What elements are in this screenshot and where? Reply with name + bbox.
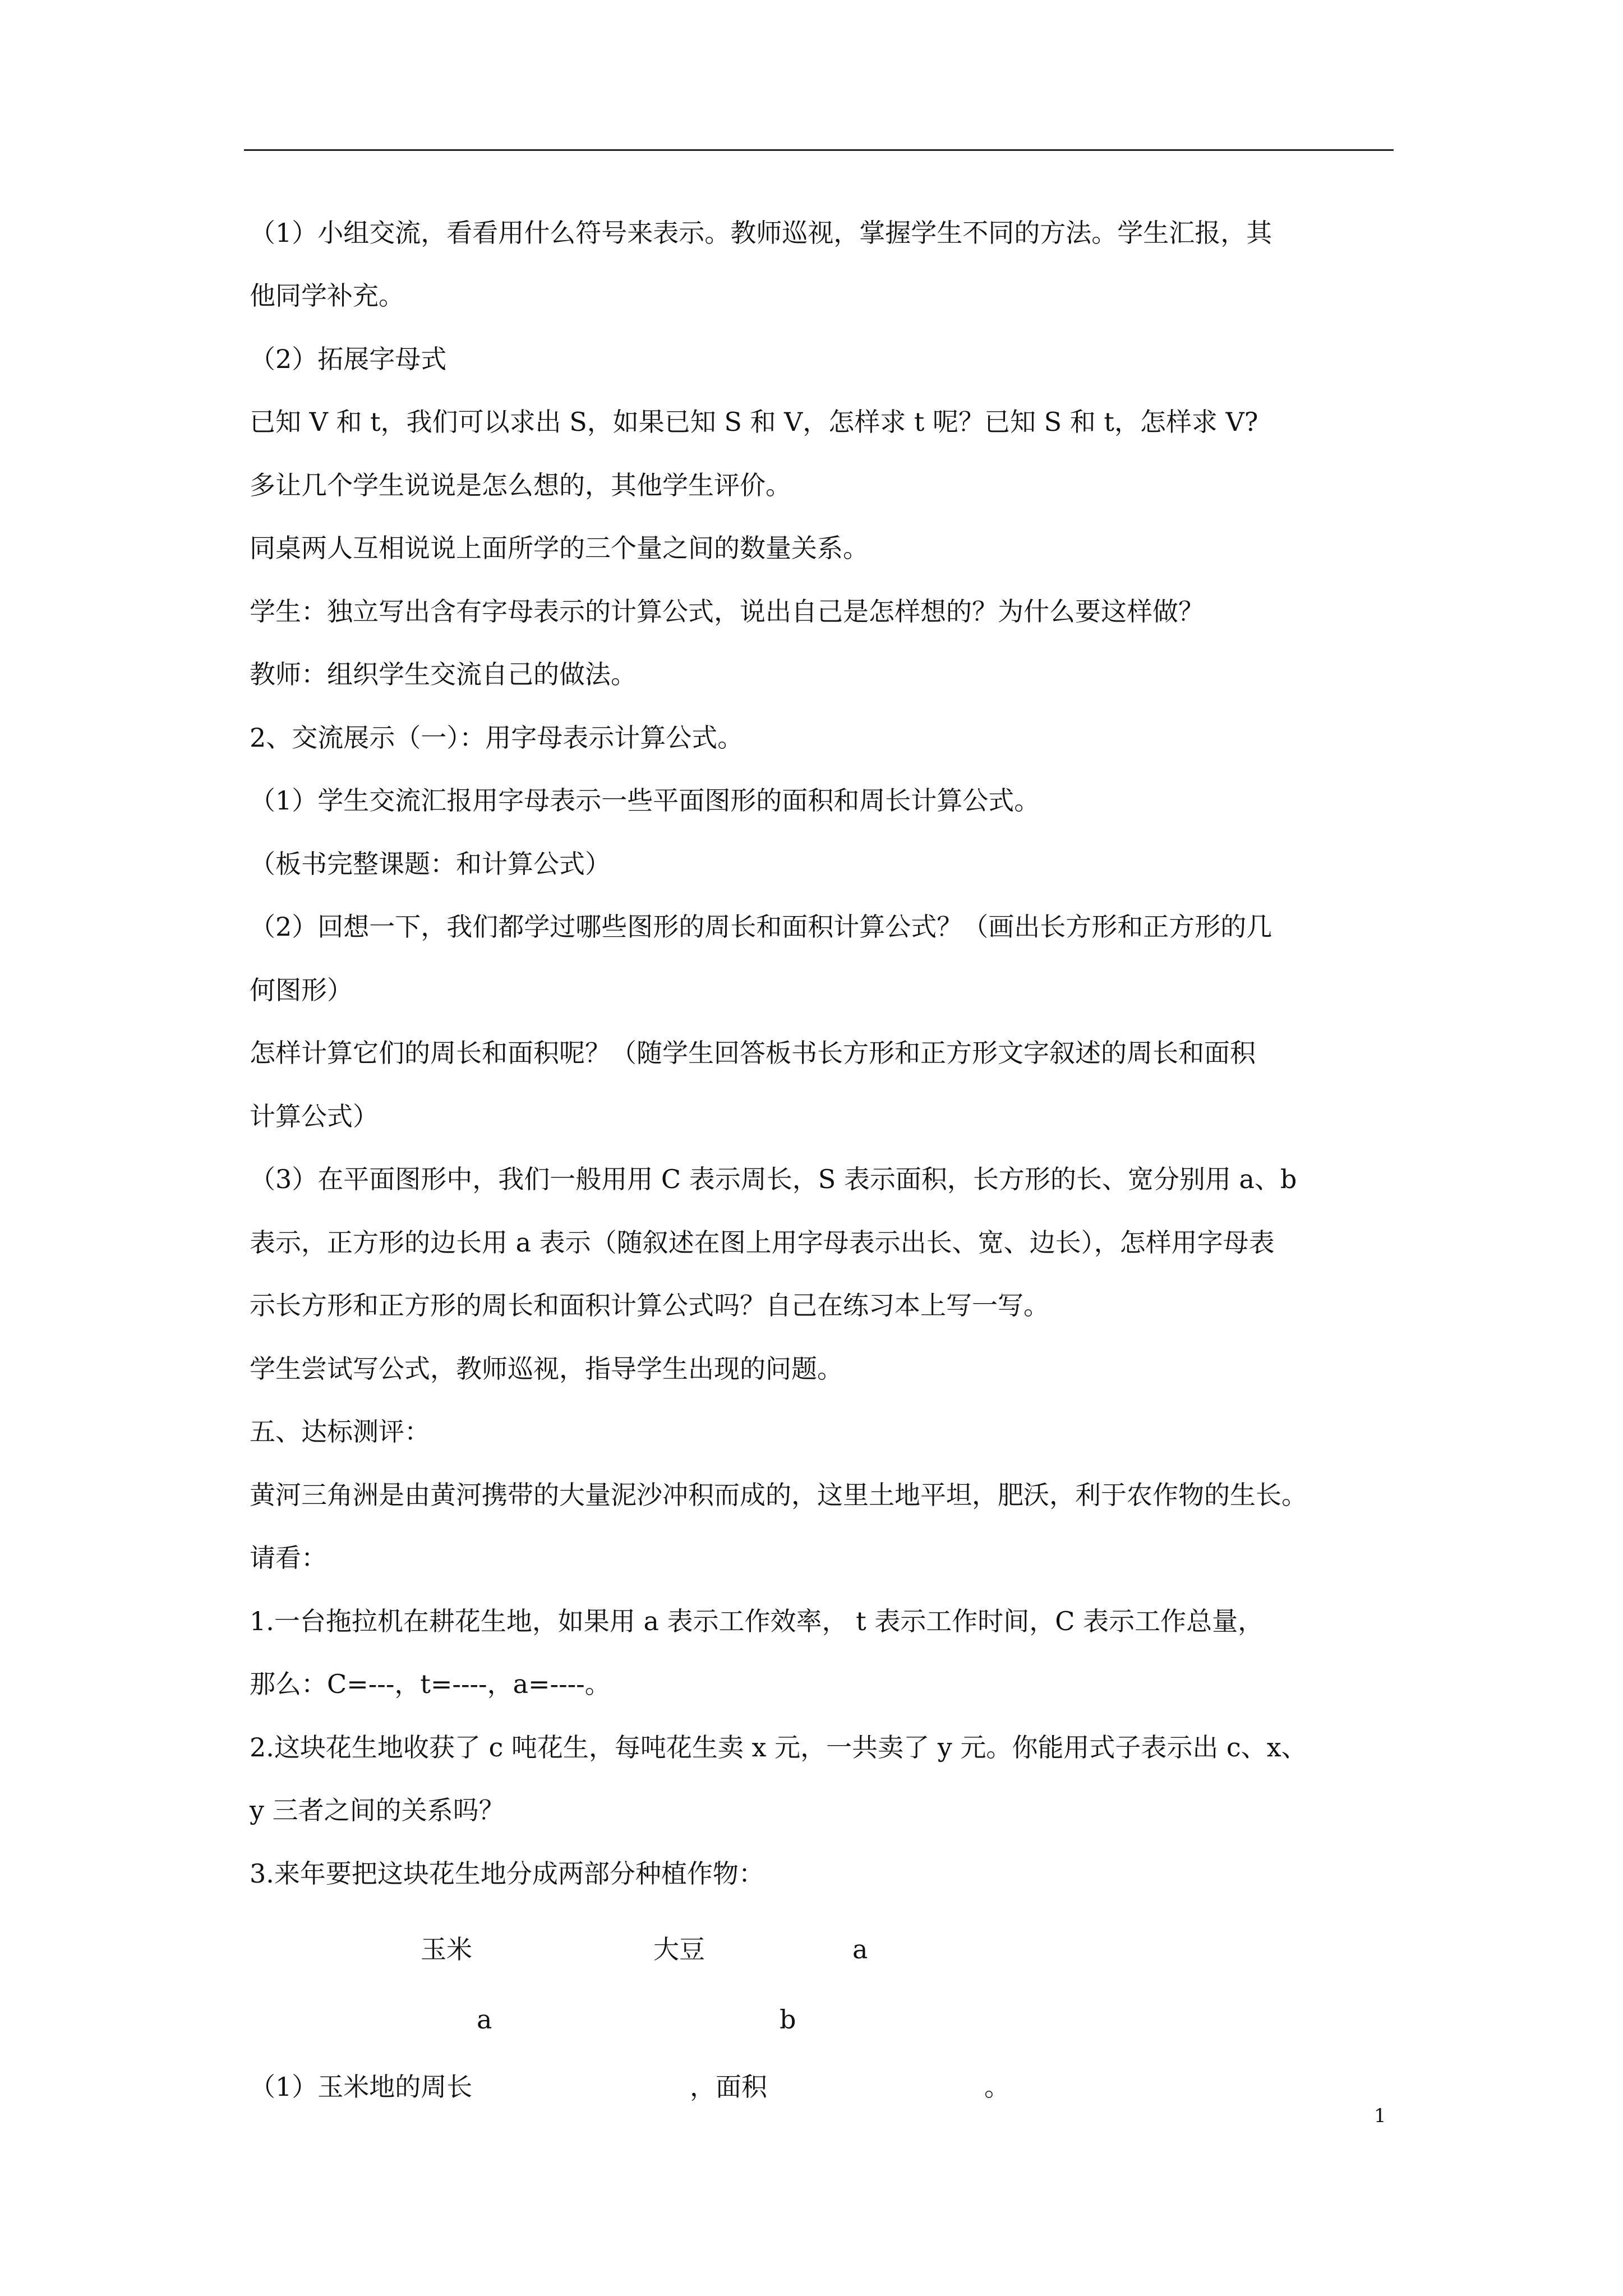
- text-line: 学生尝试写公式，教师巡视，指导学生出现的问题。: [250, 1354, 843, 1384]
- text-line: 已知 V 和 t，我们可以求出 S，如果已知 S 和 V，怎样求 t 呢？已知 S 和 t，怎样求 V?: [250, 407, 1258, 437]
- text-line: 学生：独立写出含有字母表示的计算公式，说出自己是怎样想的？为什么要这样做？: [250, 596, 1204, 627]
- text-line: 黄河三角洲是由黄河携带的大量泥沙冲积而成的，这里土地平坦，肥沃，利于农作物的生长。: [250, 1480, 1307, 1510]
- header-rule: [244, 149, 1394, 151]
- bottom-b-label: b: [780, 2004, 796, 2035]
- text-line: 1.一台拖拉机在耕花生地，如果用 a 表示工作效率， t 表示工作时间，C 表示工作总量，: [250, 1606, 1264, 1636]
- text-line: 教师：组织学生交流自己的做法。: [250, 659, 637, 689]
- question-1-middle: ，面积: [690, 2072, 767, 2102]
- text-line: 请看：: [250, 1543, 327, 1573]
- side-a-label: a: [852, 1934, 868, 1964]
- text-line: 多让几个学生说说是怎么想的，其他学生评价。: [250, 470, 791, 500]
- text-line: 五、达标测评：: [250, 1416, 430, 1447]
- question-1-prefix: （1）玉米地的周长: [250, 2072, 473, 2102]
- text-line: 示长方形和正方形的周长和面积计算公式吗？自己在练习本上写一写。: [250, 1290, 1049, 1320]
- text-line: y 三者之间的关系吗？: [250, 1795, 505, 1825]
- corn-label: 玉米: [421, 1934, 472, 1964]
- text-line: （3）在平面图形中，我们一般用用 C 表示周长，S 表示面积，长方形的长、宽分别用 a、b: [250, 1164, 1297, 1194]
- text-line: 何图形）: [250, 975, 353, 1005]
- text-line: （2）拓展字母式: [250, 344, 447, 374]
- text-line: 计算公式）: [250, 1101, 379, 1131]
- page-number: 1: [1374, 2105, 1386, 2127]
- text-line: 同桌两人互相说说上面所学的三个量之间的数量关系。: [250, 533, 869, 563]
- text-line: 2.这块花生地收获了 c 吨花生，每吨花生卖 x 元，一共卖了 y 元。你能用式子表示出 c、x、: [250, 1732, 1307, 1763]
- text-line: （1）小组交流，看看用什么符号来表示。教师巡视，掌握学生不同的方法。学生汇报，其: [250, 218, 1272, 248]
- bottom-a-label: a: [477, 2004, 492, 2035]
- text-line: 他同学补充。: [250, 280, 404, 311]
- text-line: （1）学生交流汇报用字母表示一些平面图形的面积和周长计算公式。: [250, 785, 1040, 816]
- question-1-suffix: 。: [984, 2072, 1010, 2102]
- soybean-label: 大豆: [653, 1934, 705, 1964]
- text-line: （2）回想一下，我们都学过哪些图形的周长和面积计算公式？（画出长方形和正方形的几: [250, 912, 1272, 942]
- text-line: 2、交流展示（一）：用字母表示计算公式。: [250, 723, 744, 753]
- text-line: 怎样计算它们的周长和面积呢？（随学生回答板书长方形和正方形文字叙述的周长和面积: [250, 1038, 1256, 1068]
- text-line: （板书完整课题：和计算公式）: [250, 849, 611, 879]
- text-line: 表示，正方形的边长用 a 表示（随叙述在图上用字母表示出长、宽、边长），怎样用字母表: [250, 1227, 1275, 1258]
- text-line: 3.来年要把这块花生地分成两部分种植作物：: [250, 1858, 764, 1889]
- text-line: 那么：C=---，t=----，a=----。: [250, 1669, 611, 1699]
